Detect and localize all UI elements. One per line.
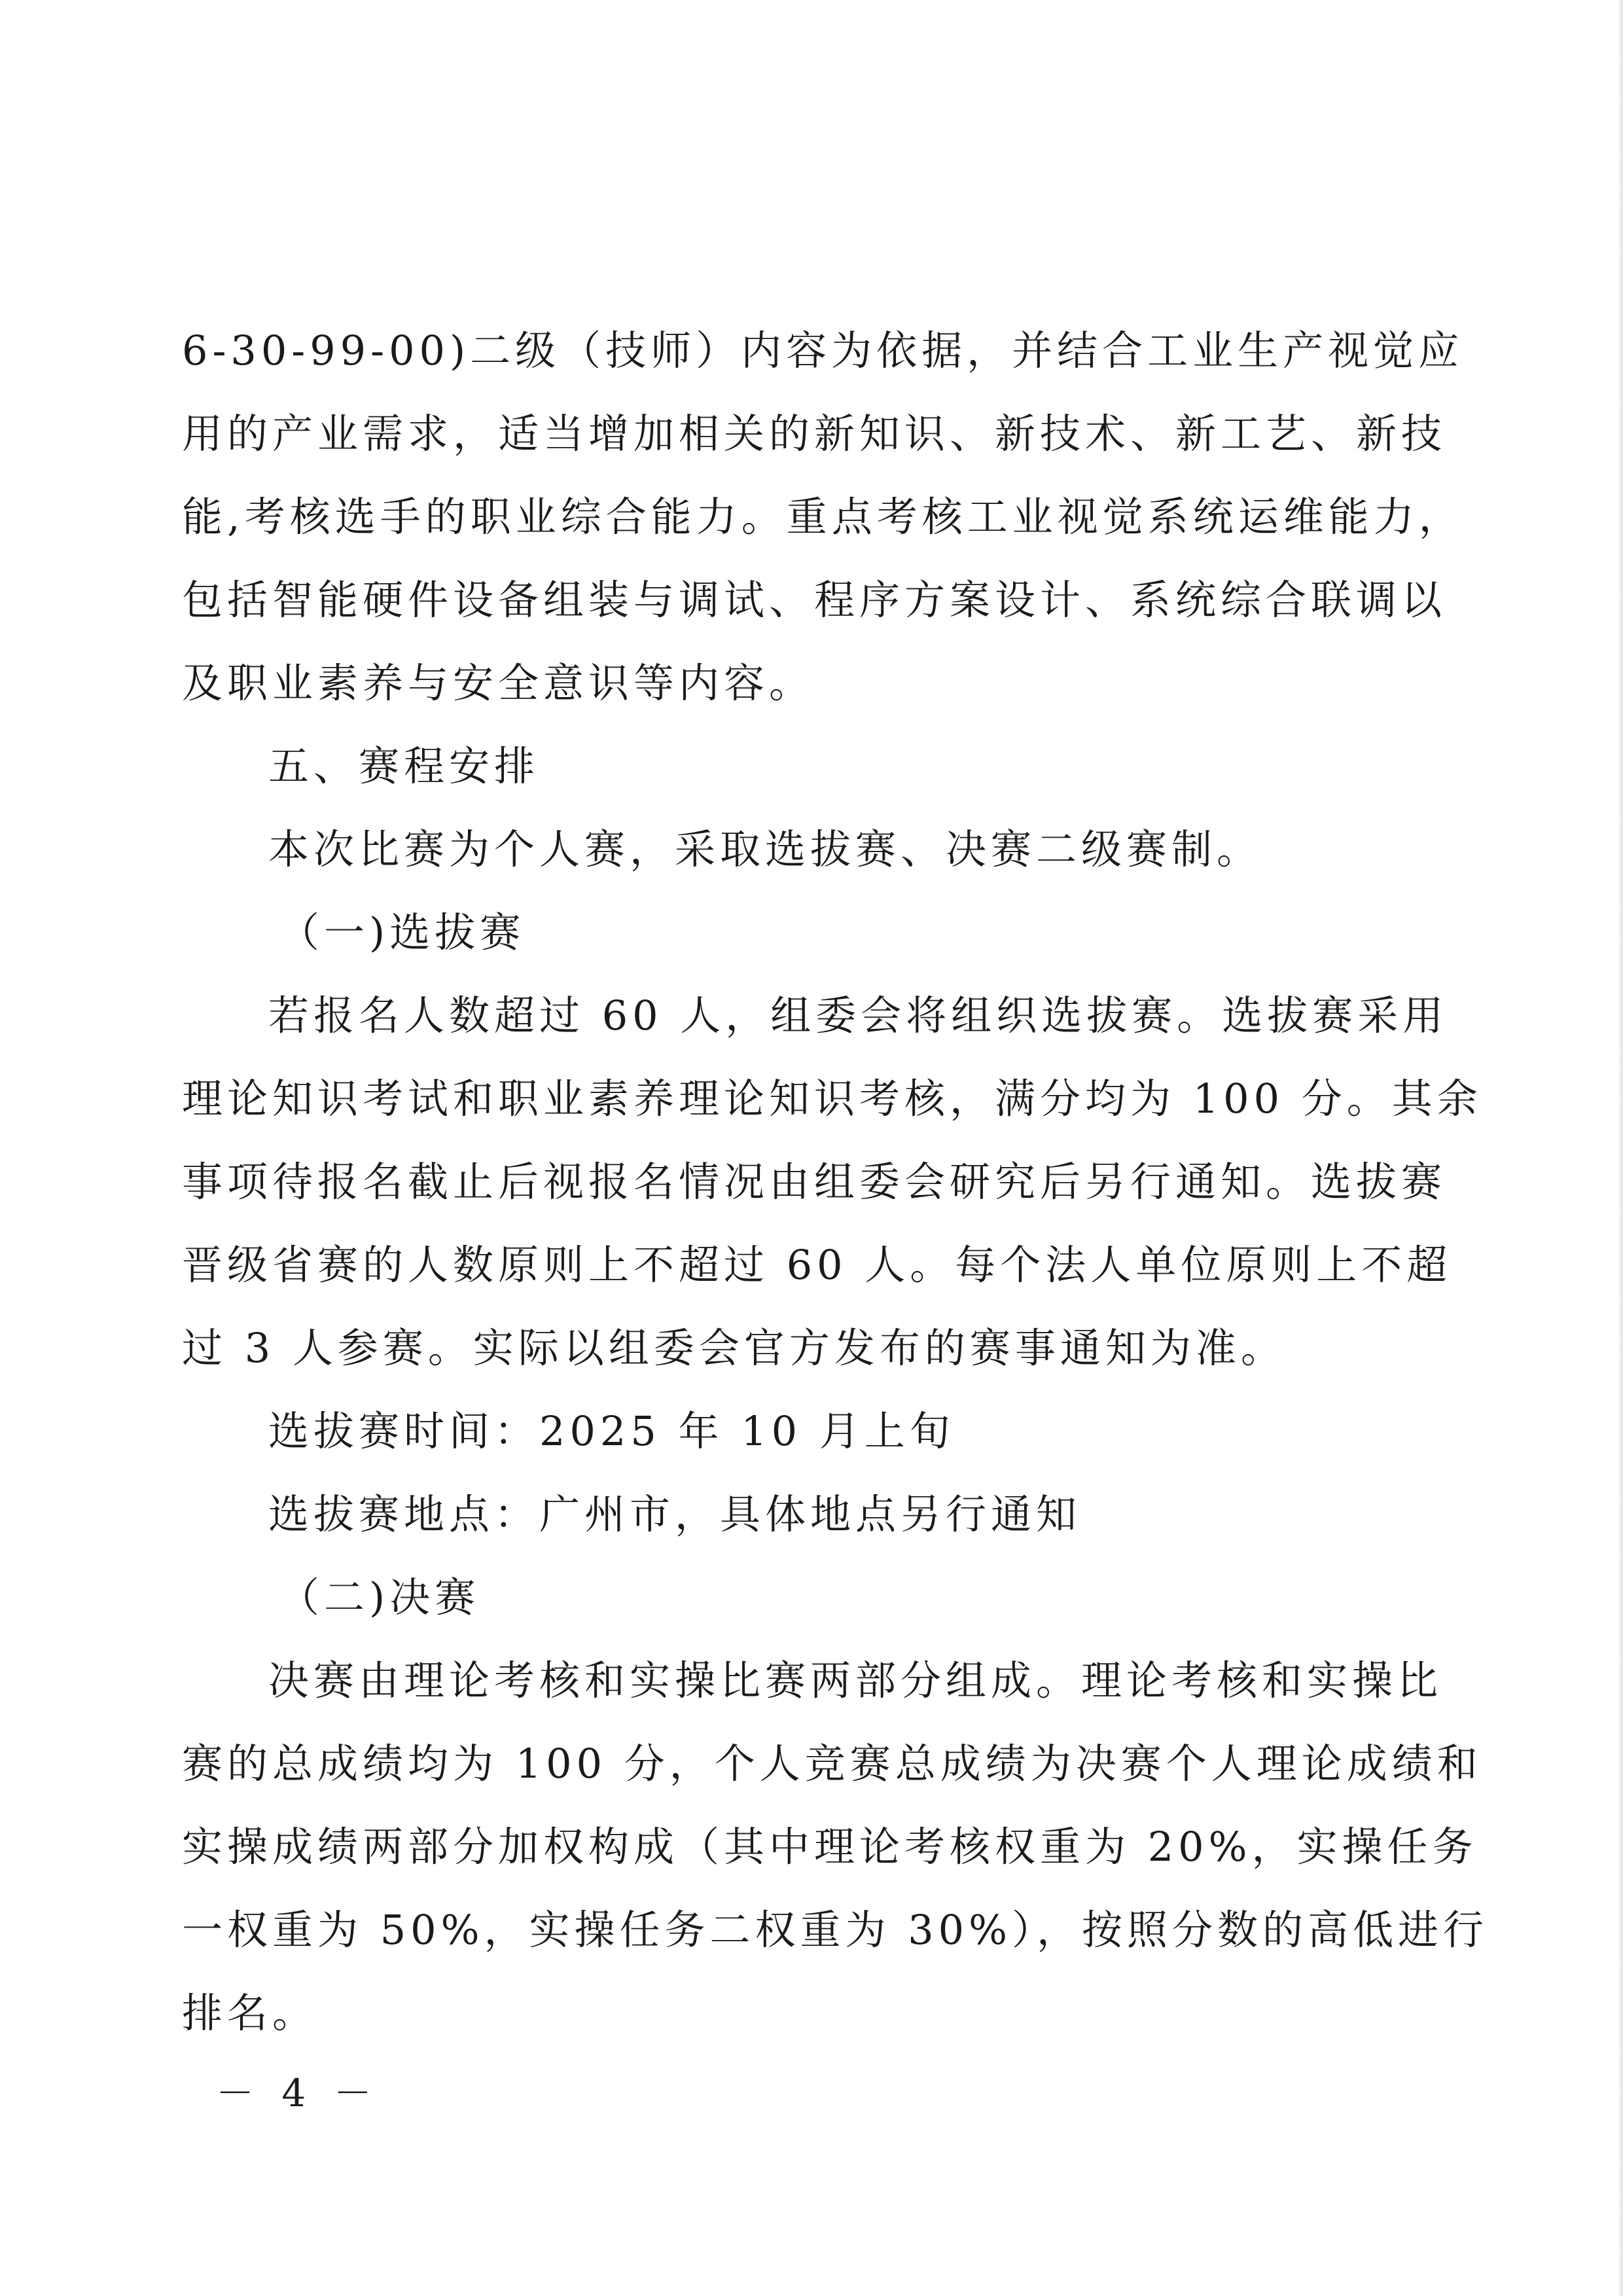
paragraph-line: 事项待报名截止后视报名情况由组委会研究后另行通知。选拔赛: [182, 1158, 1447, 1206]
paragraph-line: 若报名人数超过 60 人，组委会将组织选拔赛。选拔赛采用: [268, 992, 1448, 1039]
document-body: [182, 309, 1489, 2054]
section-heading: 五、赛程安排: [268, 742, 540, 790]
paragraph-line: 6-30-99-00)二级（技师）内容为依据，并结合工业生产视觉应: [182, 327, 1464, 374]
paragraph-line: 过 3 人参赛。实际以组委会官方发布的赛事通知为准。: [182, 1324, 1286, 1372]
paragraph-line: 晋级省赛的人数原则上不超过 60 人。每个法人单位原则上不超: [182, 1241, 1452, 1289]
paragraph-line: 包括智能硬件设备组装与调试、程序方案设计、系统综合联调以: [182, 576, 1447, 624]
paragraph-line: 一权重为 50%，实操任务二权重为 30%），按照分数的高低进行: [182, 1906, 1489, 1954]
paragraph-line: 排名。: [182, 1989, 318, 2037]
page-number: － 4 －: [216, 2071, 380, 2115]
subsection-heading: （二)决赛: [279, 1573, 480, 1621]
scan-edge-shadow: [1619, 0, 1623, 2296]
paragraph-line: 本次比赛为个人赛，采取选拔赛、决赛二级赛制。: [268, 825, 1262, 873]
paragraph-line: 理论知识考试和职业素养理论知识考核，满分均为 100 分。其余: [182, 1075, 1482, 1122]
paragraph-line: 用的产业需求，适当增加相关的新知识、新技术、新工艺、新技: [182, 410, 1447, 457]
paragraph-line: 及职业素养与安全意识等内容。: [182, 659, 815, 707]
paragraph-line: 实操成绩两部分加权构成（其中理论考核权重为 20%，实操任务: [182, 1823, 1478, 1871]
schedule-place: 选拔赛地点：广州市，具体地点另行通知: [268, 1490, 1082, 1538]
schedule-time: 选拔赛时间：2025 年 10 月上旬: [268, 1407, 955, 1455]
paragraph-line: 赛的总成绩均为 100 分，个人竞赛总成绩为决赛个人理论成绩和: [182, 1740, 1482, 1787]
paragraph-line: 能,考核选手的职业综合能力。重点考核工业视觉系统运维能力，: [182, 493, 1464, 541]
paragraph-line: 决赛由理论考核和实操比赛两部分组成。理论考核和实操比: [268, 1657, 1443, 1704]
subsection-heading: （一)选拔赛: [279, 908, 526, 956]
